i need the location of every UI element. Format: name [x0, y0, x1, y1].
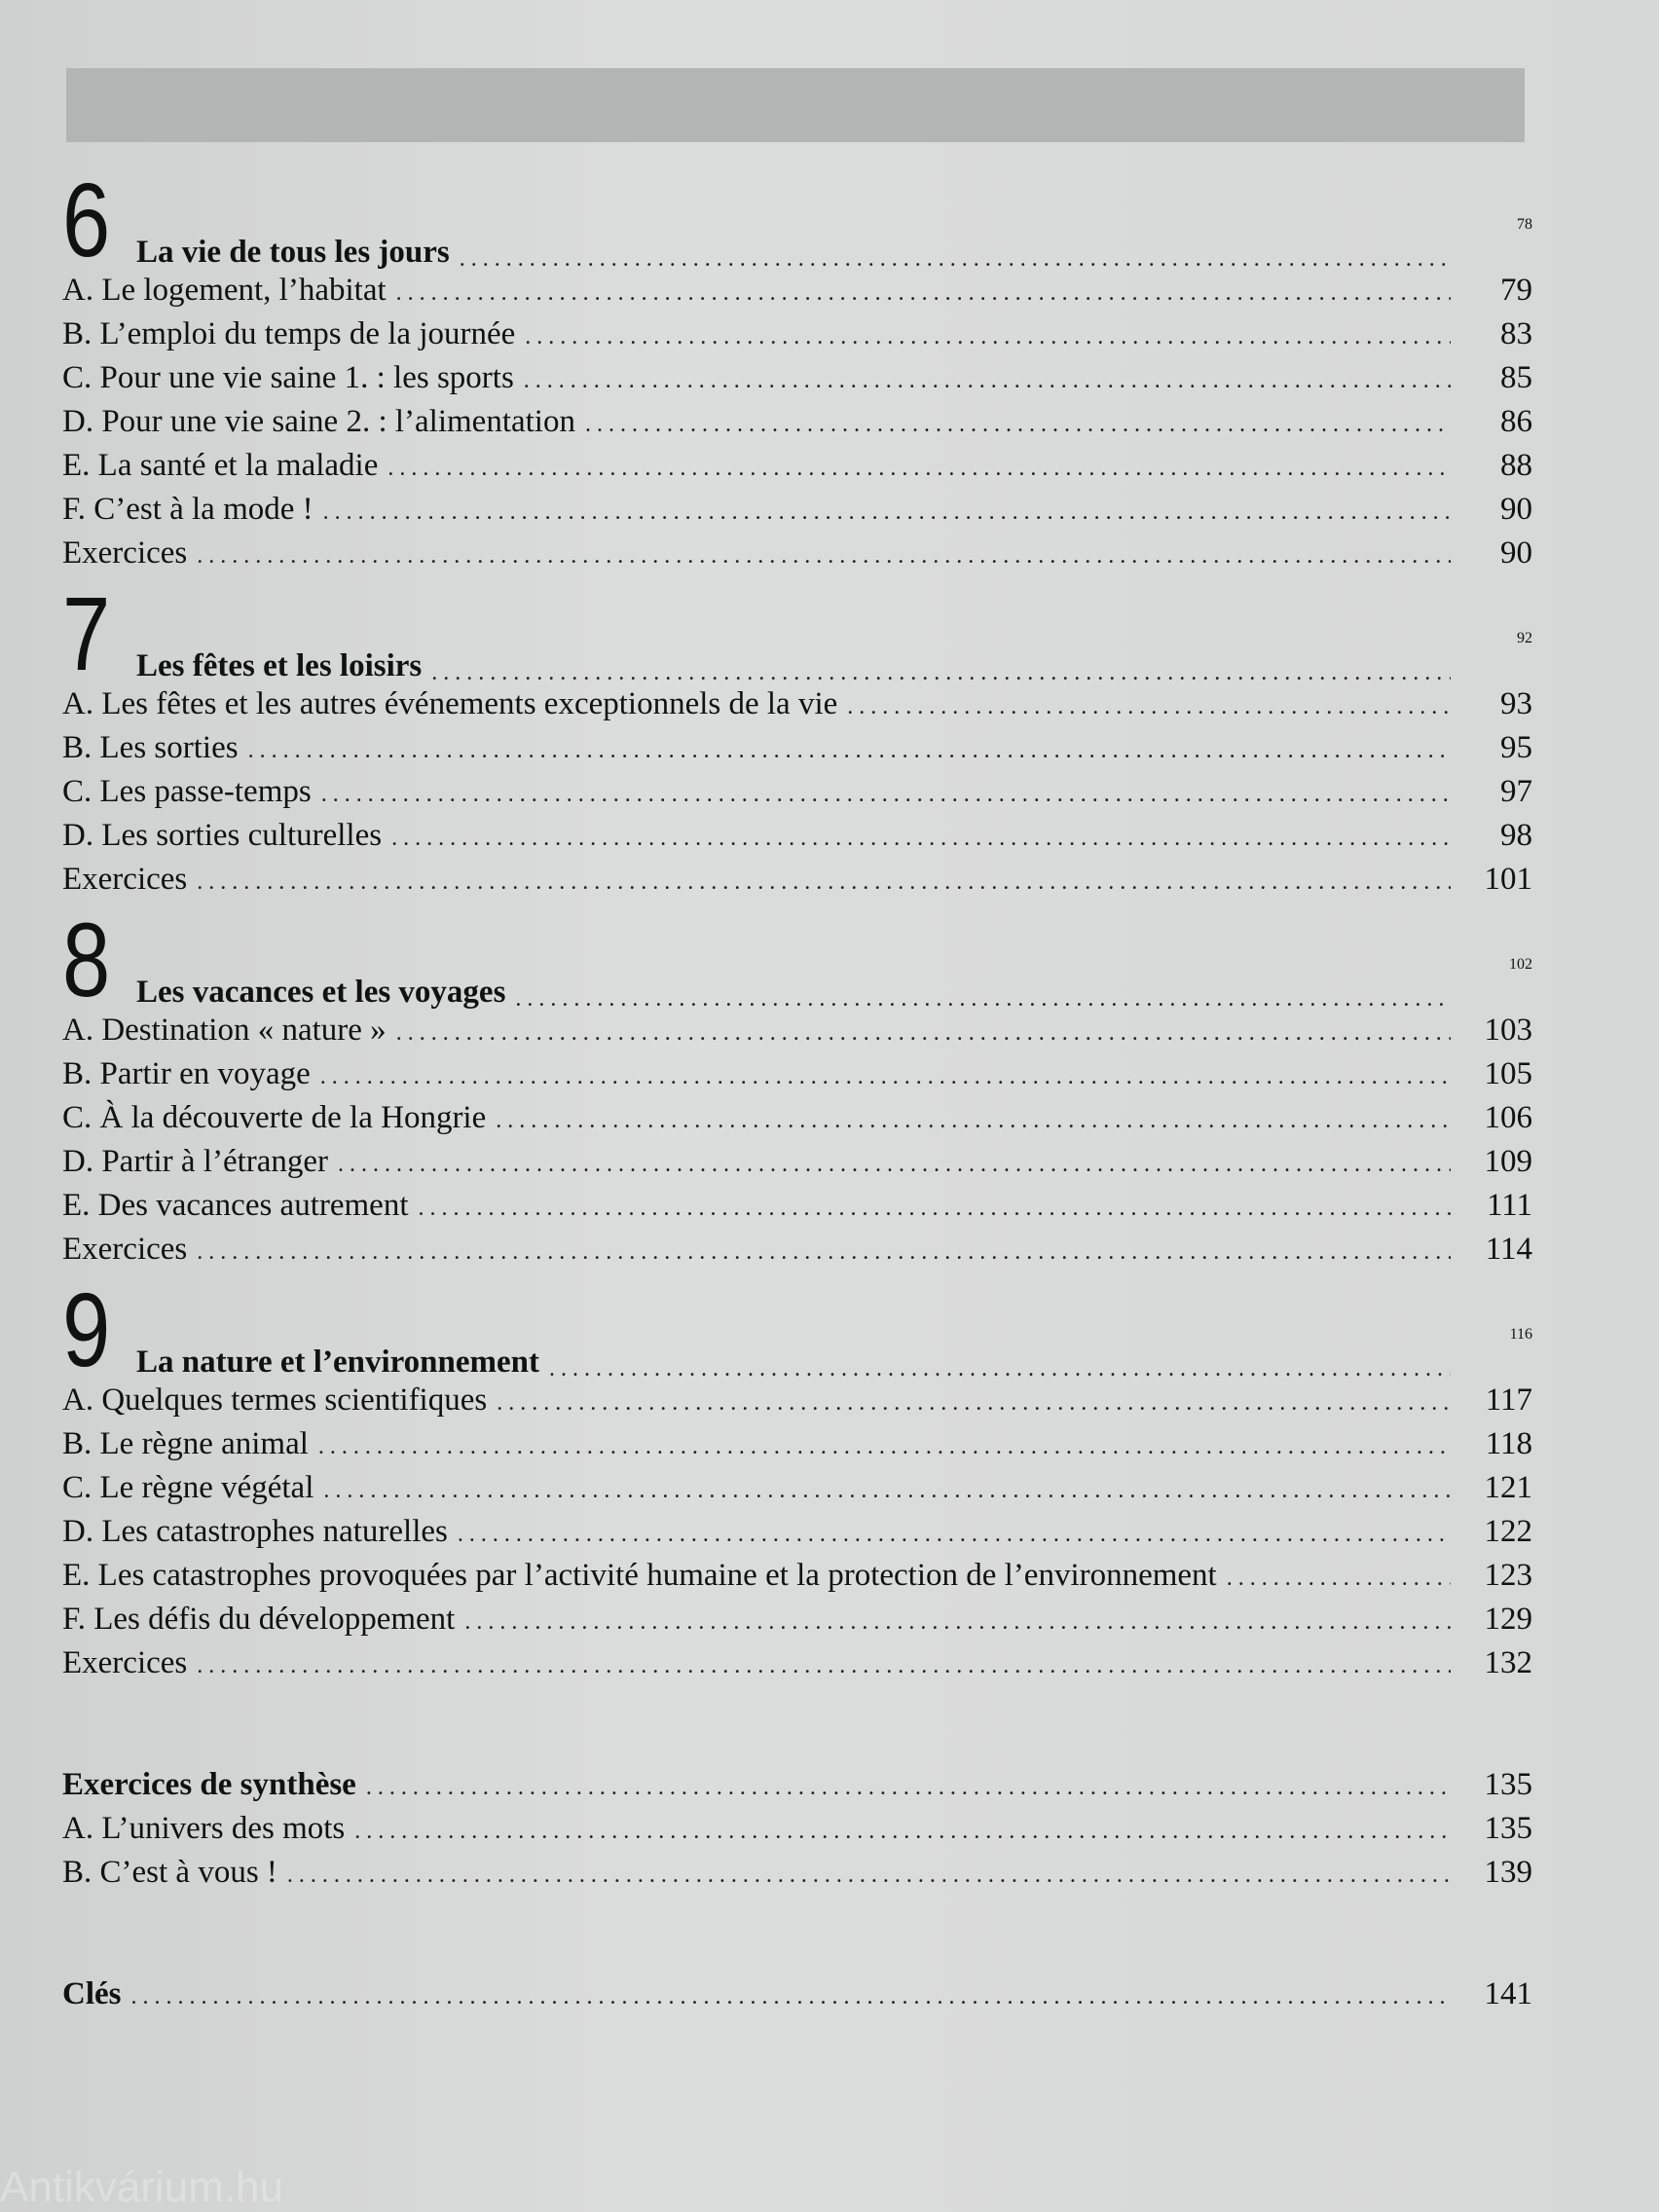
entry-label: B. Les sorties — [62, 730, 239, 765]
entry-label: D. Les sorties culturelles — [62, 818, 383, 853]
toc-entry[interactable] — [62, 1514, 1532, 1558]
leader-dots — [524, 368, 1451, 394]
page-number: 116 — [1509, 1326, 1532, 1343]
chapter-heading[interactable] — [62, 161, 1532, 278]
leader-dots — [585, 412, 1451, 438]
leader-dots — [197, 543, 1451, 570]
entry-label: A. Quelques termes scientifiques — [62, 1382, 488, 1418]
page-number: 139 — [1484, 1855, 1532, 1890]
leader-dots — [464, 1609, 1451, 1636]
leader-dots — [354, 1819, 1451, 1845]
page-number: 102 — [1509, 956, 1532, 973]
page-number: 92 — [1517, 630, 1532, 646]
toc-entry[interactable] — [62, 360, 1532, 404]
entry-label: E. La santé et la maladie — [62, 448, 379, 483]
table-of-contents — [62, 161, 1532, 2020]
page-number: 135 — [1484, 1811, 1532, 1846]
chapter-title: Les vacances et les voyages — [136, 975, 506, 1010]
leader-dots — [396, 280, 1451, 307]
entry-label: F. Les défis du développement — [62, 1602, 456, 1637]
leader-dots — [131, 1984, 1452, 2010]
entry-label: Exercices — [62, 1645, 188, 1680]
leader-dots — [515, 986, 1451, 1013]
entry-label: Exercices — [62, 1232, 188, 1267]
leader-dots — [338, 1152, 1451, 1178]
entry-label: C. À la découverte de la Hongrie — [62, 1100, 487, 1135]
page-number: 90 — [1500, 535, 1532, 571]
page-number: 93 — [1500, 686, 1532, 721]
page-number: 105 — [1484, 1056, 1532, 1091]
page-number: 79 — [1500, 273, 1532, 308]
page-number: 123 — [1484, 1558, 1532, 1593]
toc-entry[interactable] — [62, 686, 1532, 730]
chapter-number: 6 — [62, 161, 107, 278]
synthese-section — [62, 1767, 1532, 1899]
section-title: Clés — [62, 1976, 122, 2011]
leader-dots — [323, 1478, 1451, 1504]
leader-dots — [387, 456, 1451, 482]
chapter-heading[interactable] — [62, 901, 1532, 1018]
page-number: 117 — [1485, 1382, 1532, 1418]
chapter-title: Les fêtes et les loisirs — [136, 648, 423, 683]
toc-entry[interactable] — [62, 1855, 1532, 1899]
toc-entry[interactable] — [62, 1811, 1532, 1855]
page-number: 78 — [1517, 216, 1532, 233]
leader-dots — [323, 499, 1451, 526]
page-number: 118 — [1485, 1426, 1532, 1461]
page-number: 86 — [1500, 404, 1532, 439]
toc-entry[interactable] — [62, 1013, 1532, 1056]
leader-dots — [197, 1239, 1451, 1266]
toc-entry[interactable] — [62, 730, 1532, 774]
leader-dots — [525, 324, 1451, 350]
toc-entry[interactable] — [62, 1382, 1532, 1426]
entry-label: B. Le règne animal — [62, 1426, 309, 1461]
watermark: Antikvárium.hu — [0, 2163, 284, 2211]
chapter-title: La vie de tous les jours — [136, 235, 450, 270]
toc-entry[interactable] — [62, 1470, 1532, 1514]
entry-label: F. C’est à la mode ! — [62, 492, 313, 527]
toc-entry[interactable] — [62, 1232, 1532, 1275]
leader-dots — [458, 1522, 1451, 1548]
section-title: Exercices de synthèse — [62, 1767, 356, 1802]
page-number: 114 — [1485, 1232, 1532, 1267]
chapter-heading[interactable] — [62, 574, 1532, 692]
leader-dots — [396, 1020, 1451, 1047]
page-number: 85 — [1500, 360, 1532, 395]
entry-label: E. Des vacances autrement — [62, 1188, 409, 1223]
entry-label: A. L’univers des mots — [62, 1811, 346, 1846]
page-number: 83 — [1500, 316, 1532, 351]
page-number: 109 — [1484, 1144, 1532, 1179]
header-band — [66, 68, 1525, 142]
entry-label: Exercices — [62, 535, 188, 571]
toc-entry[interactable] — [62, 492, 1532, 535]
toc-entry[interactable] — [62, 1645, 1532, 1689]
toc-entry[interactable] — [62, 862, 1532, 905]
entry-label: C. Les passe-temps — [62, 774, 312, 809]
leader-dots — [197, 869, 1451, 896]
page-number: 141 — [1484, 1976, 1532, 2011]
chapter-number: 9 — [62, 1271, 107, 1388]
spacer — [62, 1899, 1532, 1976]
toc-entry[interactable] — [62, 316, 1532, 360]
toc-entry[interactable] — [62, 774, 1532, 818]
toc-entry[interactable] — [62, 1602, 1532, 1645]
leader-dots — [497, 1390, 1451, 1417]
leader-dots — [549, 1356, 1451, 1382]
toc-entry[interactable] — [62, 404, 1532, 448]
leader-dots — [431, 660, 1451, 686]
page-number: 97 — [1500, 774, 1532, 809]
page-number: 101 — [1484, 862, 1532, 897]
page-number: 106 — [1484, 1100, 1532, 1135]
entry-label: D. Partir à l’étranger — [62, 1144, 329, 1179]
leader-dots — [460, 246, 1451, 273]
page-number: 90 — [1500, 492, 1532, 527]
entry-label: A. Le logement, l’habitat — [62, 273, 387, 308]
toc-entry[interactable] — [62, 1144, 1532, 1188]
cles-section — [62, 1976, 1532, 2020]
page-number: 95 — [1500, 730, 1532, 765]
entry-label: B. C’est à vous ! — [62, 1855, 277, 1890]
leader-dots — [248, 738, 1451, 764]
toc-entry[interactable] — [62, 1767, 1532, 1811]
page-number: 132 — [1484, 1645, 1532, 1680]
toc-entry[interactable] — [62, 1976, 1532, 2020]
leader-dots — [496, 1108, 1451, 1134]
entry-label: A. Les fêtes et les autres événements exceptionnels de la vie — [62, 686, 838, 721]
toc-entry[interactable] — [62, 818, 1532, 862]
page-number: 122 — [1484, 1514, 1532, 1549]
chapter-title: La nature et l’environnement — [136, 1345, 539, 1380]
toc-entry[interactable] — [62, 535, 1532, 579]
leader-dots — [197, 1653, 1451, 1679]
entry-label: A. Destination « nature » — [62, 1013, 387, 1048]
page-number: 88 — [1500, 448, 1532, 483]
page-number: 135 — [1484, 1767, 1532, 1802]
page-number: 98 — [1500, 818, 1532, 853]
spacer — [62, 1689, 1532, 1767]
chapter-number: 8 — [62, 901, 107, 1018]
toc-entry[interactable] — [62, 1558, 1532, 1602]
toc-entry[interactable] — [62, 448, 1532, 492]
entry-label: C. Le règne végétal — [62, 1470, 314, 1505]
toc-entry[interactable] — [62, 1426, 1532, 1470]
entry-label: D. Pour une vie saine 2. : l’alimentation — [62, 404, 575, 439]
toc-entry[interactable] — [62, 1056, 1532, 1100]
chapter-heading[interactable] — [62, 1271, 1532, 1388]
leader-dots — [318, 1434, 1451, 1460]
chapter-number: 7 — [62, 574, 107, 692]
page-number: 121 — [1484, 1470, 1532, 1505]
leader-dots — [847, 694, 1451, 720]
page-number: 129 — [1484, 1602, 1532, 1637]
entry-label: E. Les catastrophes provoquées par l’activité humaine et la protection de l’environnement — [62, 1558, 1217, 1593]
leader-dots — [1227, 1566, 1451, 1592]
chapter-7 — [62, 574, 1532, 905]
leader-dots — [419, 1196, 1452, 1222]
leader-dots — [320, 1064, 1451, 1090]
toc-entry[interactable] — [62, 1100, 1532, 1144]
page-number: 103 — [1484, 1013, 1532, 1048]
leader-dots — [321, 782, 1451, 808]
chapter-6 — [62, 161, 1532, 579]
toc-entry[interactable] — [62, 1188, 1532, 1232]
entry-label: D. Les catastrophes naturelles — [62, 1514, 448, 1549]
leader-dots — [287, 1862, 1451, 1889]
chapter-8 — [62, 901, 1532, 1275]
chapter-9 — [62, 1271, 1532, 1689]
entry-label: Exercices — [62, 862, 188, 897]
entry-label: C. Pour une vie saine 1. : les sports — [62, 360, 514, 395]
leader-dots — [391, 826, 1451, 852]
entry-label: B. Partir en voyage — [62, 1056, 311, 1091]
leader-dots — [366, 1775, 1451, 1801]
toc-entry[interactable] — [62, 273, 1532, 316]
page-number: 111 — [1486, 1188, 1532, 1223]
entry-label: B. L’emploi du temps de la journée — [62, 316, 516, 351]
